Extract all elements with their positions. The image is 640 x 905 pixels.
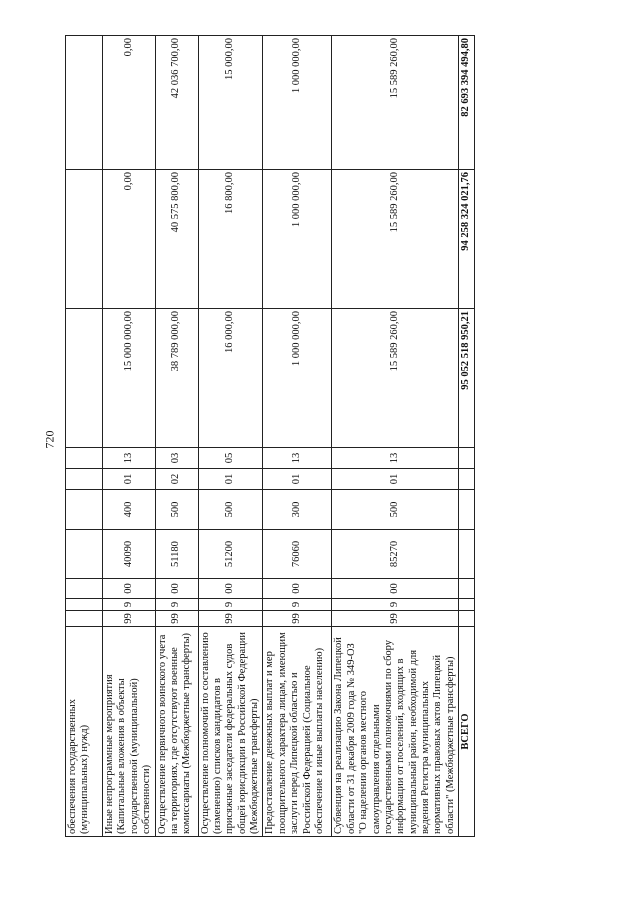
code-cell: 01 bbox=[263, 469, 332, 490]
amount-cell: 15 589 260,00 bbox=[332, 170, 459, 309]
code-cell: 02 bbox=[155, 469, 198, 490]
table-body bbox=[66, 36, 475, 837]
total-row bbox=[459, 36, 474, 837]
code-cell: 99 bbox=[263, 611, 332, 627]
page-number: 720 bbox=[42, 430, 57, 449]
total-label: ВСЕГО bbox=[459, 627, 474, 837]
code-cell: 9 bbox=[263, 599, 332, 611]
code-cell: 40090 bbox=[103, 530, 156, 579]
code-cell: 13 bbox=[263, 448, 332, 469]
code-cell bbox=[66, 530, 103, 579]
amount-cell: 38 789 000,00 bbox=[155, 309, 198, 448]
total-amount-cell: 82 693 394 494,80 bbox=[459, 36, 474, 170]
code-cell: 9 bbox=[155, 599, 198, 611]
code-cell: 9 bbox=[332, 599, 459, 611]
rotated-table-container bbox=[65, 36, 472, 837]
code-cell: 9 bbox=[198, 599, 263, 611]
code-cell bbox=[66, 490, 103, 530]
table-row bbox=[198, 36, 263, 837]
code-cell: 300 bbox=[263, 490, 332, 530]
code-cell: 500 bbox=[332, 490, 459, 530]
code-cell: 99 bbox=[155, 611, 198, 627]
table-rotation-wrapper bbox=[65, 36, 472, 837]
code-cell: 99 bbox=[198, 611, 263, 627]
total-amount-cell: 95 052 518 950,21 bbox=[459, 309, 474, 448]
code-cell: 01 bbox=[332, 469, 459, 490]
amount-cell bbox=[66, 170, 103, 309]
amount-cell: 16 800,00 bbox=[198, 170, 263, 309]
code-cell bbox=[66, 469, 103, 490]
code-cell: 85270 bbox=[332, 530, 459, 579]
row-name-cell: Субвенция на реализацию Закона Липецкой области от 31 декабря 2009 года № 349-ОЗ "О наделении органов местного самоуправления отдельными государственными полномочиями по сбору информации от поселений, входящих в муниципальный район, необходимой для ведения Регистра муниципальных нормативных правовых актов Липецкой области" (Межбюджетные трансферты) bbox=[332, 627, 459, 837]
amount-cell: 1 000 000,00 bbox=[263, 309, 332, 448]
table-row bbox=[332, 36, 459, 837]
code-cell: 500 bbox=[155, 490, 198, 530]
code-cell: 99 bbox=[332, 611, 459, 627]
code-cell: 00 bbox=[263, 579, 332, 599]
row-name-cell: Иные непрограммные мероприятия (Капитальные вложения в объекты государственной (муниципальной) собственности) bbox=[103, 627, 156, 837]
amount-cell: 15 000 000,00 bbox=[103, 309, 156, 448]
code-cell: 13 bbox=[103, 448, 156, 469]
row-name-cell: Осуществление полномочий по составлению (изменению) списков кандидатов в присяжные заседатели федеральных судов общей юрисдикции в Российской Федерации (Межбюджетные трансферты) bbox=[198, 627, 263, 837]
code-cell bbox=[66, 599, 103, 611]
row-name-cell: обеспечения государственных (муниципальных) нужд) bbox=[66, 627, 103, 837]
code-cell bbox=[66, 579, 103, 599]
code-cell: 03 bbox=[155, 448, 198, 469]
table-row bbox=[66, 36, 103, 837]
row-name-cell: Осуществление первичного воинского учета на территориях, где отсутствуют военные комиссариаты (Межбюджетные трансферты) bbox=[155, 627, 198, 837]
code-cell bbox=[66, 448, 103, 469]
row-name-cell: Предоставление денежных выплат и мер поощрительного характера лицам, имеющим заслуги перед Липецкой областью и Российской Федерацией (Социальное обеспечение и иные выплаты населению) bbox=[263, 627, 332, 837]
amount-cell bbox=[66, 309, 103, 448]
amount-cell: 1 000 000,00 bbox=[263, 36, 332, 170]
code-cell: 51200 bbox=[198, 530, 263, 579]
empty-cell bbox=[459, 469, 474, 490]
code-cell: 00 bbox=[198, 579, 263, 599]
code-cell: 01 bbox=[198, 469, 263, 490]
code-cell: 9 bbox=[103, 599, 156, 611]
amount-cell: 0,00 bbox=[103, 36, 156, 170]
empty-cell bbox=[459, 579, 474, 599]
table-row bbox=[155, 36, 198, 837]
code-cell: 99 bbox=[103, 611, 156, 627]
amount-cell bbox=[66, 36, 103, 170]
table-row bbox=[263, 36, 332, 837]
amount-cell: 42 036 700,00 bbox=[155, 36, 198, 170]
code-cell: 00 bbox=[103, 579, 156, 599]
code-cell: 51180 bbox=[155, 530, 198, 579]
empty-cell bbox=[459, 530, 474, 579]
empty-cell bbox=[459, 490, 474, 530]
code-cell: 05 bbox=[198, 448, 263, 469]
amount-cell: 0,00 bbox=[103, 170, 156, 309]
table-row bbox=[103, 36, 156, 837]
code-cell: 76060 bbox=[263, 530, 332, 579]
amount-cell: 15 589 260,00 bbox=[332, 309, 459, 448]
code-cell: 500 bbox=[198, 490, 263, 530]
code-cell bbox=[66, 611, 103, 627]
empty-cell bbox=[459, 599, 474, 611]
empty-cell bbox=[459, 448, 474, 469]
code-cell: 13 bbox=[332, 448, 459, 469]
amount-cell: 16 000,00 bbox=[198, 309, 263, 448]
amount-cell: 15 000,00 bbox=[198, 36, 263, 170]
budget-table bbox=[65, 35, 475, 837]
total-amount-cell: 94 258 324 021,76 bbox=[459, 170, 474, 309]
code-cell: 01 bbox=[103, 469, 156, 490]
amount-cell: 1 000 000,00 bbox=[263, 170, 332, 309]
code-cell: 00 bbox=[332, 579, 459, 599]
amount-cell: 15 589 260,00 bbox=[332, 36, 459, 170]
code-cell: 400 bbox=[103, 490, 156, 530]
empty-cell bbox=[459, 611, 474, 627]
code-cell: 00 bbox=[155, 579, 198, 599]
amount-cell: 40 575 800,00 bbox=[155, 170, 198, 309]
